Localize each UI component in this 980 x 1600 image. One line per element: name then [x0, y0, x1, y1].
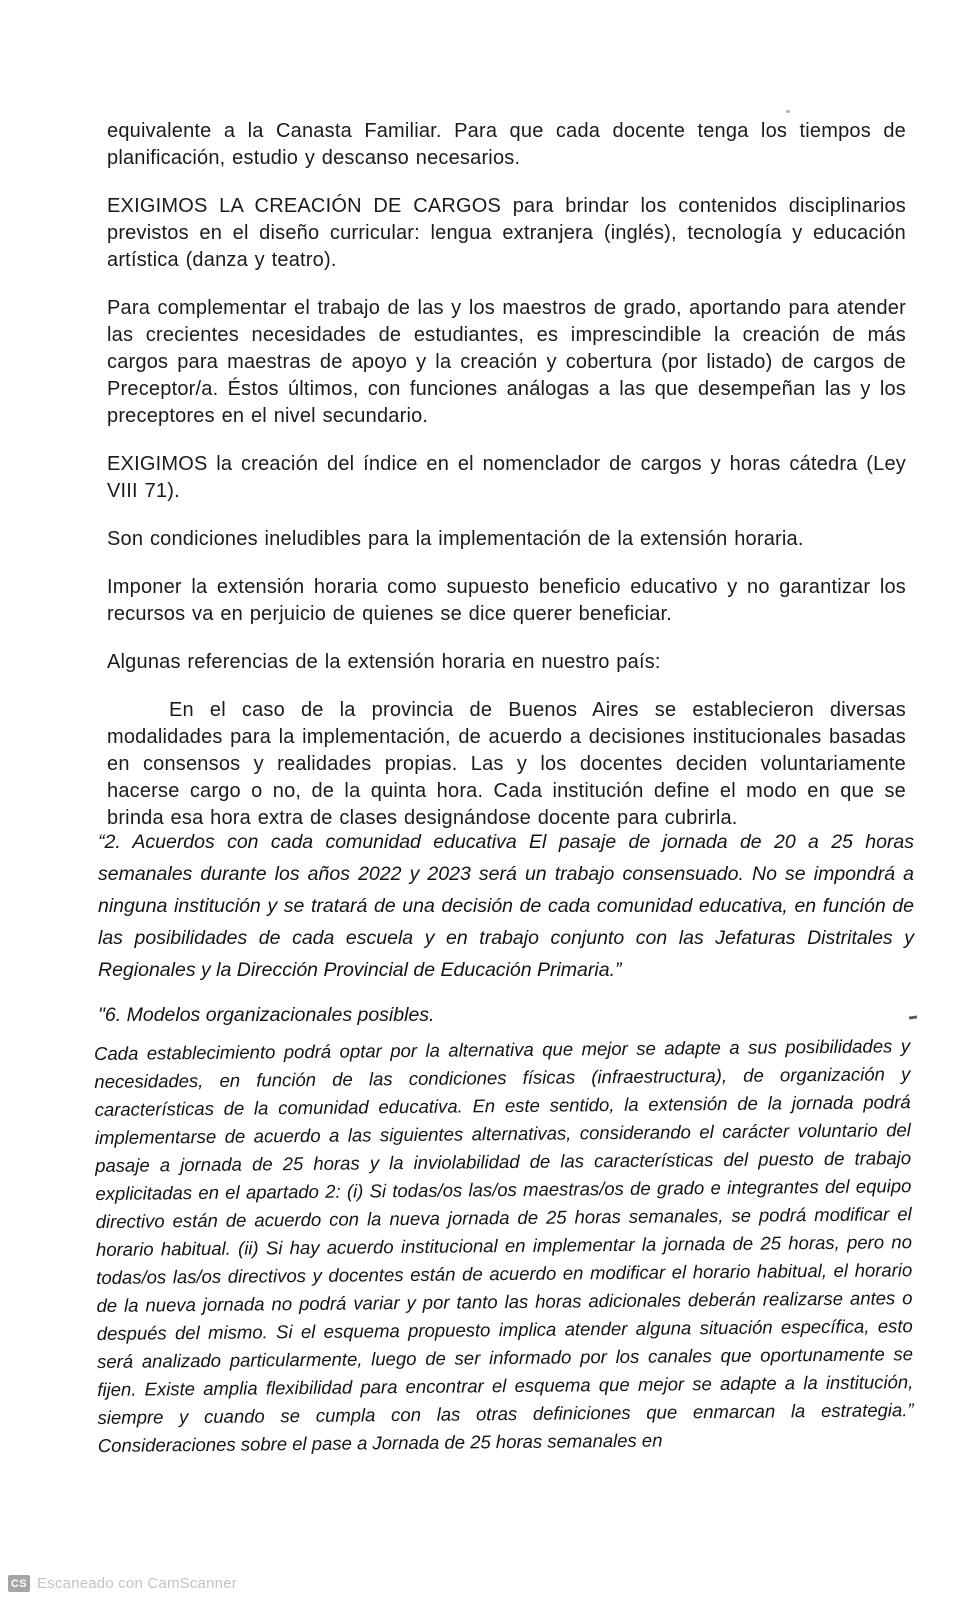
quote-acuerdos-comunidad: “2. Acuerdos con cada comunidad educativa El pasaje de jornada de 20 a 25 horas semanales durante los años 2022 y 2023 será un trabajo consensuado. No se impondrá a ninguna institución y se tratará de una decisión de cada comunidad educativa, en función de las posibilidades de cada escuela y en trabajo conjunto con las Jefaturas Distritales y Regionales y la Dirección Provincial de Educación Primaria.”: [98, 831, 914, 981]
paragraph-imponer-extension: Imponer la extensión horaria como supuesto beneficio educativo y no garantizar los recursos va en perjuicio de quienes se dice querer beneficiar.: [107, 576, 906, 625]
paragraph-condiciones-ineludibles: Son condiciones ineludibles para la implementación de la extensión horaria.: [107, 528, 804, 550]
paragraph-algunas-referencias: Algunas referencias de la extensión horaria en nuestro país:: [107, 651, 661, 673]
quote-cada-establecimiento: Cada establecimiento podrá optar por la alternativa que mejor se adapte a sus posibilidades y necesidades, en función de las condiciones físicas (infraestructura), de organización y características de la comunidad educativa. En este sentido, la extensión de la jornada podrá implementarse de acuerdo a las siguientes alternativas, considerando el carácter voluntario del pasaje a jornada de 25 horas y la inviolabilidad de las características del puesto de trabajo explicitadas en el apartado 2: (i) Si todas/os las/os maestras/os de grado e integrantes del equipo directivo están de acuerdo con la nueva jornada de 25 horas semanales, se podrá modificar el horario habitual. (ii) Si hay acuerdo institucional en implementar la jornada de 25 horas, pero no todas/os las/os directivos y docentes están de acuerdo en modificar el horario habitual, el horario de la nueva jornada no podrá variar y por tanto las horas adicionales deberán realizarse antes o después del mismo. Si el esquema propuesto implica atender alguna situación específica, esto será analizado particularmente, luego de ser informado por los canales que oportunamente se fijen. Existe amplia flexibilidad para encontrar el esquema que mejor se adapte a la institución, siempre y cuando se cumpla con las otras definiciones que enmarcan la estrategia.” Consideraciones sobre el pase a Jornada de 25 horas semanales en: [93, 1035, 914, 1457]
paragraph-exigimos-indice: EXIGIMOS la creación del índice en el nomenclador de cargos y horas cátedra (Ley VIII 71).: [107, 453, 906, 502]
paragraph-exigimos-creacion-cargos: EXIGIMOS LA CREACIÓN DE CARGOS para brindar los contenidos disciplinarios previstos en el diseño curricular: lengua extranjera (inglés), tecnología y educación artística (danza y teatro).: [107, 195, 906, 271]
quoted-excerpts-section: [93, 826, 914, 1460]
paragraph-complementar-trabajo: Para complementar el trabajo de las y los maestros de grado, aportando para atender las crecientes necesidades de estudiantes, es imprescindible la creación de más cargos para maestras de apoyo y la creación y cobertura (por listado) de cargos de Preceptor/a. Éstos últimos, con funciones análogas a las que desempeñan las y los preceptores en el nivel secundario.: [107, 297, 906, 427]
scan-noise-dot: [786, 110, 790, 113]
quote-modelos-organizacionales: "6. Modelos organizacionales posibles.: [98, 1004, 435, 1026]
camscanner-watermark: [8, 1575, 237, 1592]
paragraph-caso-buenos-aires: En el caso de la provincia de Buenos Aires se establecieron diversas modalidades para la implementación, de acuerdo a decisiones institucionales basadas en consensos y realidades propias. Las y los docentes deciden voluntariamente hacerse cargo o no, de la quinta hora. Cada institución define el modo en que se brinda esa hora extra de clases designándose docente para cubrirla.: [107, 699, 906, 829]
paragraph-canasta-familiar: equivalente a la Canasta Familiar. Para que cada docente tenga los tiempos de planificación, estudio y descanso necesarios.: [107, 120, 906, 169]
scan-noise-dash: [909, 1015, 917, 1019]
camscanner-badge-icon: CS: [8, 1575, 30, 1592]
document-page: [93, 118, 914, 1457]
camscanner-watermark-text: Escaneado con CamScanner: [37, 1575, 237, 1592]
